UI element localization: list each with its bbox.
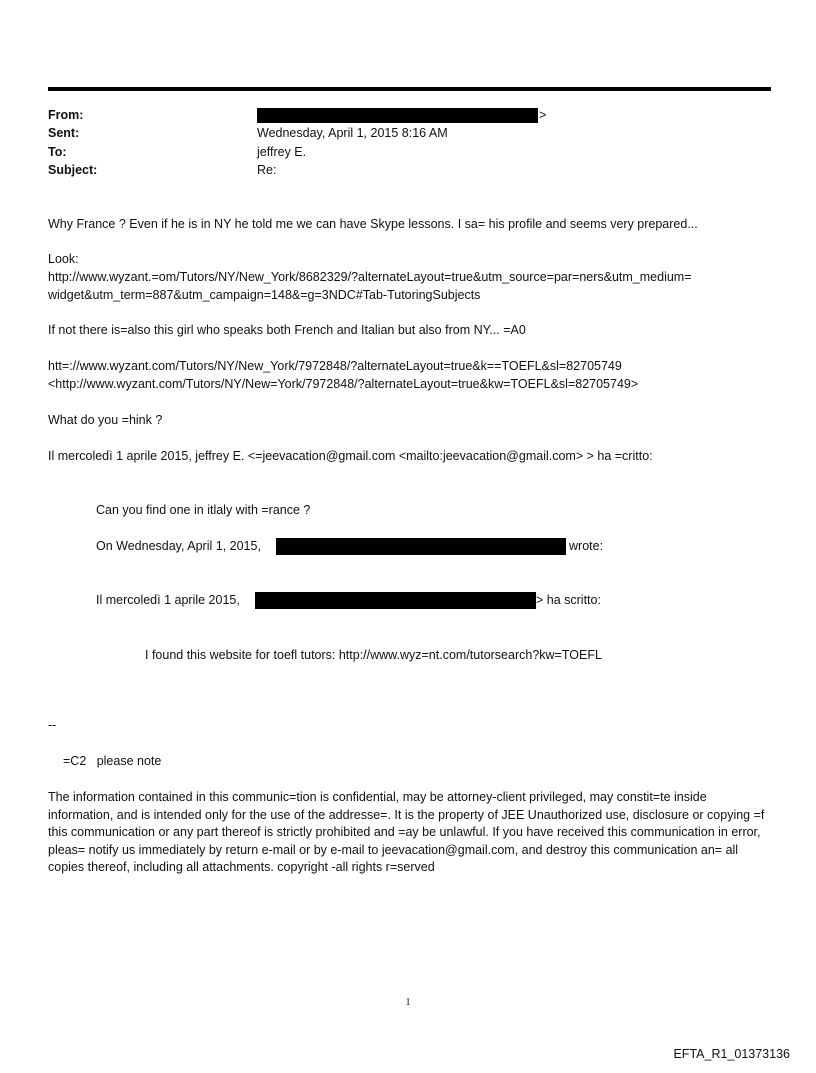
quote-line-3-prefix: Il mercoledì 1 aprile 2015, bbox=[96, 593, 240, 607]
body-girl: If not there is=also this girl who speaks both French and Italian but also from NY... =A0 bbox=[48, 323, 526, 337]
redaction-quote-2 bbox=[276, 538, 566, 555]
quote-line-2-suffix: wrote: bbox=[569, 539, 604, 553]
quote-line-3-suffix: > ha scritto: bbox=[536, 593, 601, 607]
sent-label: Sent: bbox=[48, 126, 80, 140]
quote-line-4: I found this website for toefl tutors: http://www.wyz=nt.com/tutorsearch?kw=TOEFL bbox=[145, 648, 602, 662]
subject-value: Re: bbox=[257, 163, 277, 177]
signature-note: =C2 please note bbox=[63, 754, 162, 768]
redaction-from bbox=[257, 108, 538, 123]
link-url-2b[interactable]: <http://www.wyzant.com/Tutors/NY/New=York/7972848/?alternateLayout=true&kw=TOEFL&sl=82705749> bbox=[48, 377, 639, 391]
bates-number: EFTA_R1_01373136 bbox=[673, 1047, 790, 1061]
from-label: From: bbox=[48, 108, 84, 122]
body-think: What do you =hink ? bbox=[48, 413, 163, 427]
link-url-1b[interactable]: widget&utm_term=887&utm_campaign=148&=g=3NDC#Tab-TutoringSubjects bbox=[48, 288, 481, 302]
subject-label: Subject: bbox=[48, 163, 98, 177]
header-rule bbox=[48, 87, 771, 91]
body-line-1: Why France ? Even if he is in NY he told me we can have Skype lessons. I sa= his profile and seems very prepared... bbox=[48, 217, 698, 231]
to-value: jeffrey E. bbox=[257, 145, 307, 159]
body-look: Look: bbox=[48, 252, 79, 266]
quote-line-1: Can you find one in itlaly with =rance ? bbox=[96, 503, 311, 517]
signature-disclaimer: The information contained in this communic=tion is confidential, may be attorney-client privileged, may constit=te inside information, and is intended only for the use of the addresse=. It is the property of JEE Unauthorized use, disclosure or copying =f this communication or any part thereof is strictly prohibited and =ay be unlawful. If you have received this communication in error, pleas= notify us immediately by return e-mail or by e-mail to jeevacation@gmail.com, and destroy this communication an= all copies thereof, including all attachments. copyright -all rights r=served bbox=[48, 790, 765, 874]
quote-line-2-prefix: On Wednesday, April 1, 2015, bbox=[96, 539, 261, 553]
sent-value: Wednesday, April 1, 2015 8:16 AM bbox=[257, 126, 448, 140]
to-label: To: bbox=[48, 145, 67, 159]
signature-dashes: -- bbox=[48, 718, 57, 732]
from-suffix: > bbox=[539, 108, 547, 122]
quote-header: Il mercoledì 1 aprile 2015, jeffrey E. <=jeevacation@gmail.com <mailto:jeevacation@gmail.com> > ha =critto: bbox=[48, 449, 653, 463]
link-url-1a[interactable]: http://www.wyzant.=om/Tutors/NY/New_York/8682329/?alternateLayout=true&utm_source=par=ners&utm_medium= bbox=[48, 270, 692, 284]
page-number: 1 bbox=[405, 997, 411, 1008]
link-url-2a[interactable]: htt=://www.wyzant.com/Tutors/NY/New_York/7972848/?alternateLayout=true&k==TOEFL&sl=82705749 bbox=[48, 359, 622, 373]
redaction-quote-3 bbox=[255, 592, 536, 609]
